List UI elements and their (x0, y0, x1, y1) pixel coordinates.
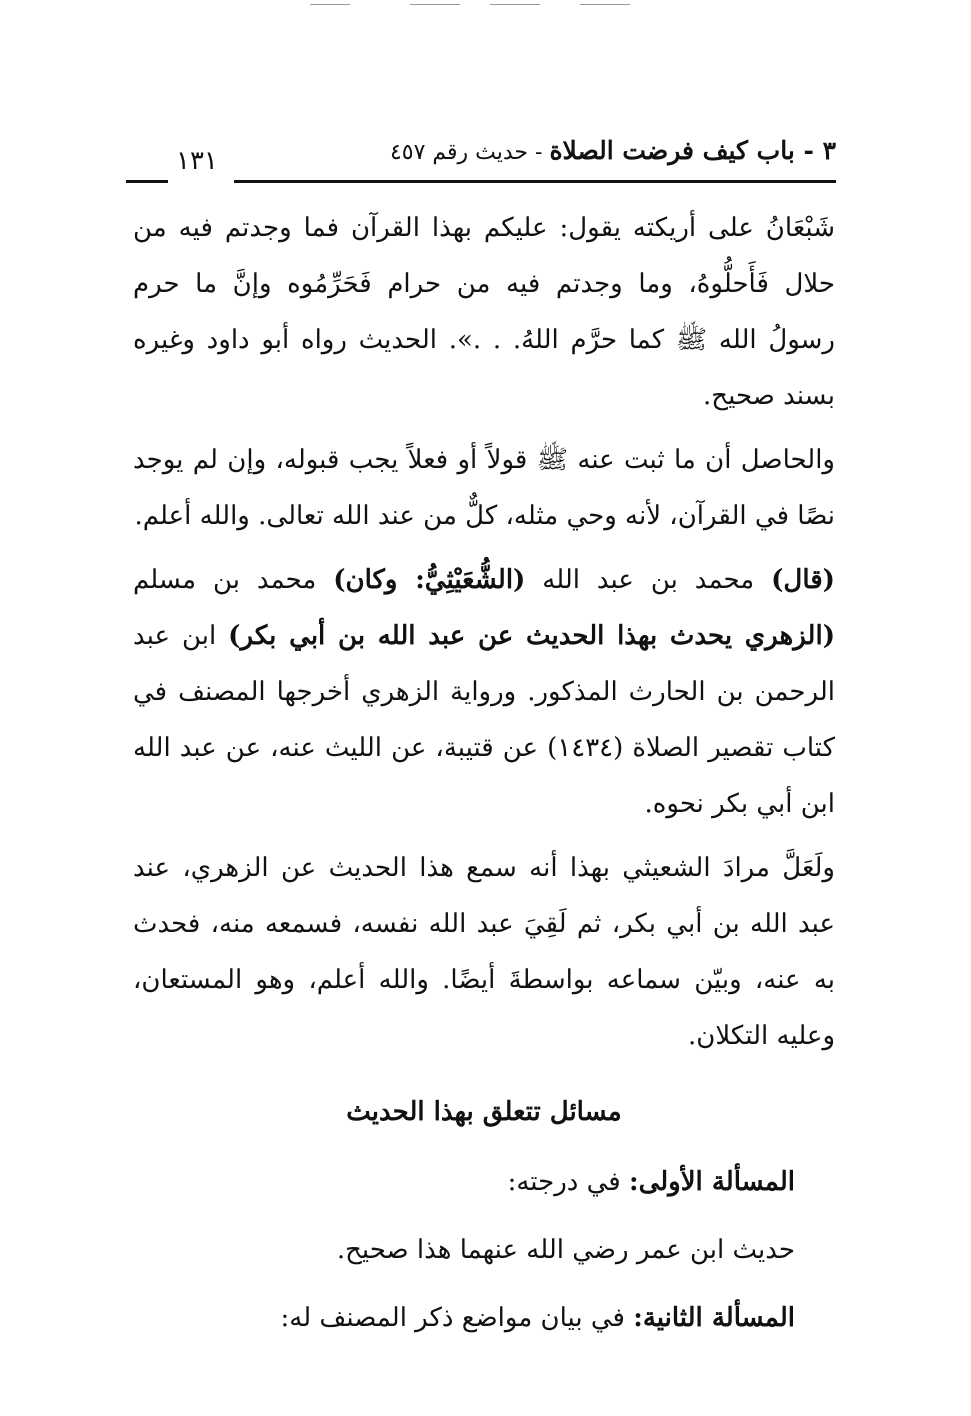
narration-text-2: محمد بن مسلم (133, 565, 334, 595)
narration-text-1: محمد بن عبد الله (525, 565, 772, 595)
issue-1-title: في درجته: (507, 1167, 629, 1197)
issue-1-text: حديث ابن عمر رضي الله عنهما هذا صحيح. (336, 1235, 795, 1265)
page-header (126, 136, 836, 186)
running-title (390, 136, 836, 165)
issue-1-label: المسألة الأولى: (628, 1167, 795, 1197)
header-rule-right (234, 180, 836, 183)
narration-shuaythi: (الشُّعَيْثِيُّ: (415, 565, 526, 595)
section-heading: مسائل تتعلق بهذا الحديث (346, 1097, 622, 1127)
narration-paragraph (133, 552, 835, 832)
scan-marks (300, 4, 660, 8)
page-number: ١٣١ (176, 146, 218, 176)
narration-zuhri: (الزهري يحدث بهذا الحديث عن عبد الله بن أبي بكر) (228, 621, 835, 651)
hadith-reference: - حديث رقم ٤٥٧ (389, 140, 550, 165)
paragraph-1: شَبْعَانُ على أريكته يقول: عليكم بهذا القرآن فما وجدتم فيه من حلال فَأَحلُّوهُ، وما وجدتم فيه من حرام فَحَرِّمُوه وإنَّ ما حرم رسولُ الله ﷺ كما حرَّم اللهُ. . .». الحديث رواه أبو داود وغيره بسند صحيح. (133, 213, 835, 411)
paragraph-last: ولَعَلَّ مرادَ الشعيثي بهذا أنه سمع هذا الحديث عن الزهري، عند عبد الله بن أبي بكر، ثم لَقِيَ عبد الله نفسه، فسمعه منه، فحدث به عنه، وبيّن سماعه بواسطةَ أيضًا. والله أعلم، وهو المستعان، وعليه التكلان. (133, 853, 835, 1051)
issue-1 (133, 1154, 835, 1210)
narration-qal: (قال) (771, 565, 835, 595)
narration-text-3: ابن عبد الرحمن بن الحارث المذكور. ورواية الزهري أخرجها المصنف في كتاب تقصير الصلاة (١٤٣٤) عن قتيبة، عن الليث عنه، عن عبد الله ابن أبي بكر نحوه. (133, 621, 836, 819)
paragraph-2: والحاصل أن ما ثبت عنه ﷺ قولاً أو فعلاً يجب قبوله، وإن لم يوجد نصًا في القرآن، لأنه وحي مثله، كلٌّ من عند الله تعالى. والله أعلم. (133, 445, 835, 531)
chapter-title: ٣ - باب كيف فرضت الصلاة (549, 136, 836, 165)
header-rule-left (126, 180, 168, 183)
issue-2 (133, 1290, 835, 1346)
issue-2-label: المسألة الثانية: (633, 1303, 795, 1333)
narration-wakan: وكان) (333, 565, 416, 595)
page-body (133, 200, 835, 1358)
issue-2-title: في بيان مواضع ذكر المصنف له: (280, 1303, 634, 1333)
